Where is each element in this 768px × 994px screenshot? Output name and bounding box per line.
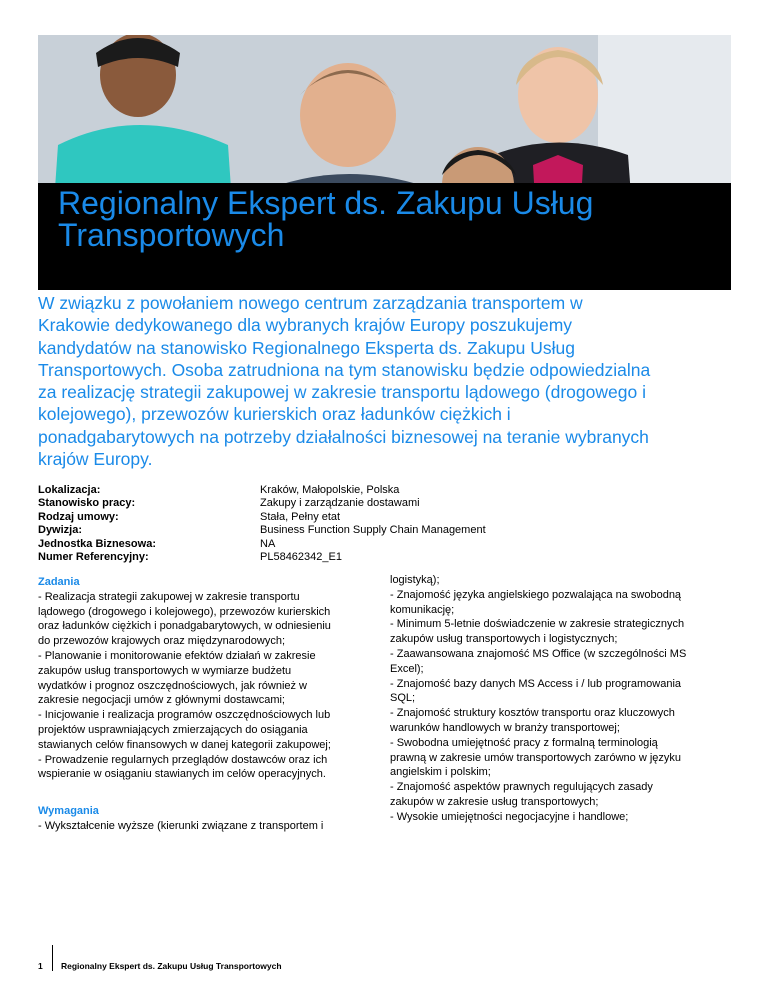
requirement-line: angielskim i polskim; (390, 766, 491, 779)
detail-label: Dywizja: (38, 524, 83, 537)
requirement-line: zakupów usług transportowych i logistycznych; (390, 633, 618, 646)
detail-contract (38, 511, 638, 524)
detail-position (38, 497, 638, 510)
intro-line: Krakowie dedykowanego dla wybranych krajów Europy poszukujemy (38, 315, 573, 336)
detail-label: Numer Referencyjny: (38, 551, 149, 564)
intro-line: W związku z powołaniem nowego centrum zarządzania transportem w (38, 293, 583, 313)
intro-line: krajów Europy. (38, 449, 153, 470)
footer-title: Regionalny Ekspert ds. Zakupu Usług Transportowych (61, 961, 282, 971)
requirement-line: - Minimum 5-letnie doświadczenie w zakresie strategicznych (390, 618, 685, 631)
detail-label: Jednostka Biznesowa: (38, 537, 156, 550)
detail-value: Zakupy i zarządzanie dostawami (260, 497, 420, 510)
requirement-line: logistyką); (390, 574, 440, 586)
section-heading-tasks: Zadania (38, 576, 80, 588)
detail-label: Stanowisko pracy: (38, 497, 136, 510)
detail-value: NA (260, 537, 276, 550)
task-line: projektów usprawniających zmierzających do osiągania (38, 723, 308, 736)
page-number: 1 (38, 961, 43, 971)
page-footer (38, 945, 282, 971)
task-line: do przewozów krajowych oraz międzynarodowych; (38, 635, 285, 648)
section-heading-requirements: Wymagania (38, 805, 99, 818)
intro-line: Transportowych. Osoba zatrudniona na tym stanowisku będzie odpowiedzialna (38, 359, 651, 380)
detail-label: Lokalizacja: (38, 484, 101, 496)
requirement-line: - Znajomość aspektów prawnych regulujących zasady (390, 781, 653, 794)
task-line: wydatków i prognoz oszczędnościowych, jak również w (38, 679, 308, 692)
detail-value: PL58462342_E1 (260, 551, 342, 564)
task-line: - Realizacja strategii zakupowej w zakresie transportu (38, 590, 300, 603)
detail-division (38, 524, 638, 537)
job-title (58, 187, 698, 251)
footer-divider (52, 945, 53, 971)
intro-paragraph (38, 292, 728, 470)
detail-value: Stała, Pełny etat (260, 510, 341, 523)
detail-business-unit (38, 538, 638, 551)
detail-reference (38, 551, 638, 564)
job-title-line: Regionalny Ekspert ds. Zakupu Usług (58, 185, 594, 221)
task-line: zakupów usług transportowych w wymiarze budżetu (38, 664, 292, 677)
task-line: wspieranie w osiąganiu stawianych im celów operacyjnych. (38, 768, 326, 781)
requirement-line: - Znajomość języka angielskiego pozwalająca na swobodną (390, 588, 682, 601)
task-line: - Planowanie i monitorowanie efektów działań w zakresie (38, 649, 316, 662)
task-line: lądowego (drogowego i kolejowego), przewozów kurierskich (38, 605, 331, 618)
right-column (390, 573, 720, 825)
requirement-line: prawną w zakresie umów transportowych zarówno w języku (390, 751, 682, 764)
job-title-line: Transportowych (58, 217, 285, 253)
requirement-line: komunikację; (390, 603, 455, 616)
intro-line: kandydatów na stanowisko Regionalnego Eksperta ds. Zakupu Usług (38, 337, 575, 358)
left-column (38, 575, 360, 834)
intro-line: ponadgabarytowych na potrzeby działalności biznesowej na teranie wybranych (38, 426, 649, 447)
task-line: oraz ładunków ciężkich i ponadgabarytowych, w odniesieniu (38, 620, 331, 633)
task-line: zakresie negocjacji umów z głównymi dostawcami; (38, 694, 285, 707)
detail-value: Business Function Supply Chain Management (260, 524, 486, 537)
requirement-line: - Znajomość struktury kosztów transportu oraz kluczowych (390, 707, 675, 720)
requirement-line: warunków handlowych w branży transportowej; (390, 721, 620, 734)
requirement-line: - Zaawansowana znajomość MS Office (w szczególności MS (390, 647, 687, 660)
intro-line: kolejowego), przewozów kurierskich oraz ładunków ciężkich i (38, 404, 511, 425)
task-line: - Prowadzenie regularnych przeglądów dostawców oraz ich (38, 753, 328, 766)
detail-location (38, 484, 638, 497)
task-line: stawianych celów finansowych w danej kategorii zakupowej; (38, 738, 331, 751)
requirement-line: - Wysokie umiejętności negocjacyjne i handlowe; (390, 810, 629, 823)
task-line: - Inicjowanie i realizacja programów oszczędnościowych lub (38, 709, 331, 722)
requirement-line: zakupów w zakresie usług transportowych; (390, 795, 599, 808)
requirement-line: - Wykształcenie wyższe (kierunki związane z transportem i (38, 819, 324, 832)
requirement-line: Excel); (390, 662, 424, 675)
requirement-line: - Swobodna umiejętność pracy z formalną terminologią (390, 736, 658, 749)
detail-label: Rodzaj umowy: (38, 510, 119, 523)
requirement-line: - Znajomość bazy danych MS Access i / lub programowania (390, 677, 682, 690)
detail-value: Kraków, Małopolskie, Polska (260, 484, 400, 496)
job-details (38, 484, 638, 564)
requirement-line: SQL; (390, 692, 416, 705)
intro-line: za realizację strategii zakupowej w zakresie transportu lądowego (drogowego i (38, 382, 646, 403)
